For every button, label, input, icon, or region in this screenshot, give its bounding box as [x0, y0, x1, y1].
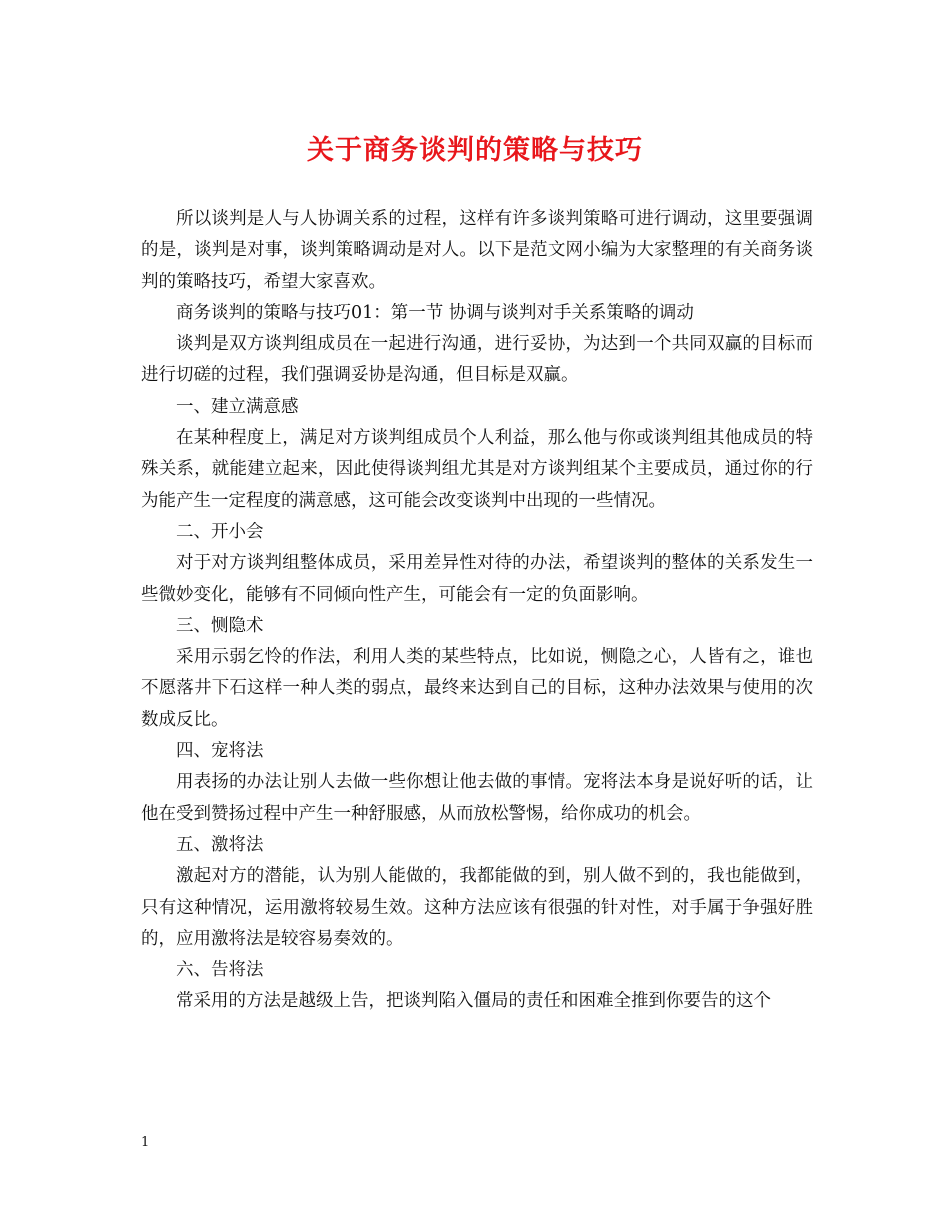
- paragraph-section-heading: 商务谈判的策略与技巧01：第一节 协调与谈判对手关系策略的调动: [176, 302, 694, 323]
- paragraph: 采用示弱乞怜的作法，利用人类的某些特点，比如说，恻隐之心，人皆有之，谁也不愿落井下石这样一种人类的弱点，最终来达到自己的目标，这种办法效果与使用的次数成反比。: [141, 647, 813, 730]
- subheading-6: 六、告将法: [176, 960, 264, 981]
- page-number: 1: [141, 1135, 150, 1150]
- subheading-4: 四、宠将法: [176, 741, 264, 762]
- paragraph: 谈判是双方谈判组成员在一起进行沟通，进行妥协，为达到一个共同双赢的目标而进行切磋的过程，我们强调妥协是沟通，但目标是双赢。: [141, 334, 813, 386]
- paragraph-intro: 所以谈判是人与人协调关系的过程，这样有许多谈判策略可进行调动，这里要强调的是，谈判是对事，谈判策略调动是对人。以下是范文网小编为大家整理的有关商务谈判的策略技巧，希望大家喜欢。: [141, 209, 813, 292]
- paragraph: 对于对方谈判组整体成员，采用差异性对待的办法，希望谈判的整体的关系发生一些微妙变化，能够有不同倾向性产生，可能会有一定的负面影响。: [141, 553, 813, 605]
- subheading-5: 五、激将法: [176, 834, 264, 855]
- subheading-3: 三、恻隐术: [176, 615, 264, 636]
- subheading-2: 二、开小会: [176, 521, 264, 542]
- paragraph: 常采用的方法是越级上告，把谈判陷入僵局的责任和困难全推到你要告的这个: [176, 991, 771, 1012]
- subheading-1: 一、建立满意感: [176, 396, 299, 417]
- paragraph: 激起对方的潜能，认为别人能做的，我都能做的到，别人做不到的，我也能做到，只有这种情况，运用激将较易生效。这种方法应该有很强的针对性，对手属于争强好胜的，应用激将法是较容易奏效的。: [141, 866, 813, 949]
- document-body: [141, 204, 813, 1018]
- document-title: 关于商务谈判的策略与技巧: [307, 135, 643, 166]
- paragraph: 用表扬的办法让别人去做一些你想让他去做的事情。宠将法本身是说好听的话，让他在受到赞扬过程中产生一种舒服感，从而放松警惕，给你成功的机会。: [141, 772, 813, 824]
- paragraph: 在某种程度上，满足对方谈判组成员个人利益，那么他与你或谈判组其他成员的特殊关系，就能建立起来，因此使得谈判组尤其是对方谈判组某个主要成员，通过你的行为能产生一定程度的满意感，这可能会改变谈判中出现的一些情况。: [141, 428, 813, 511]
